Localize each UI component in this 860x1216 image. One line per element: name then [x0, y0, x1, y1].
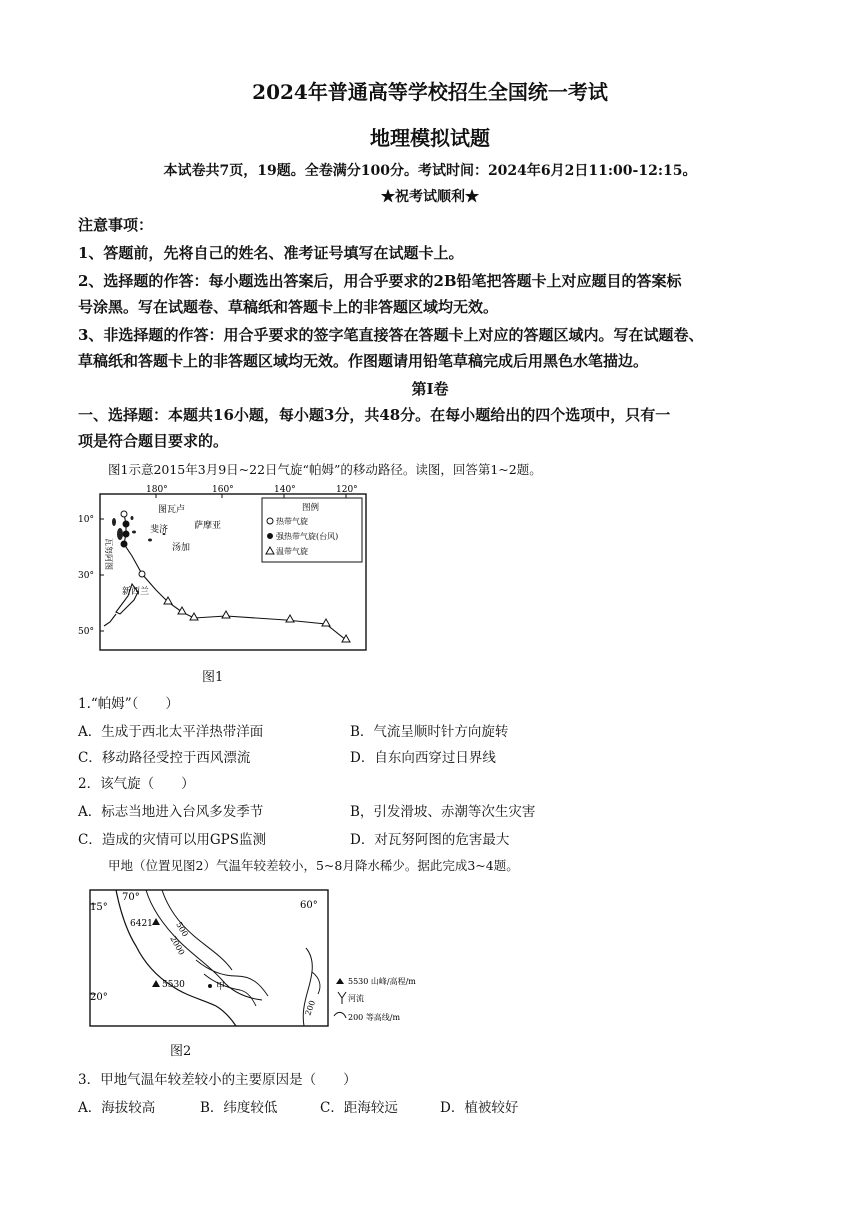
fig1-lat-30: 30°: [78, 571, 94, 581]
fig1-place-samoa: 萨摩亚: [194, 521, 222, 531]
fig1-track-point: [123, 521, 130, 528]
q2-option-d: D．对瓦努阿图的危害最大: [350, 832, 510, 848]
part1-instruction-line-1: 一、选择题：本题共16小题，每小题3分，共48分。在每小题给出的四个选项中，只有一: [78, 406, 671, 424]
fig1-map: [76, 482, 376, 658]
notice-heading: 注意事项：: [78, 216, 154, 234]
fig2-legend-river: 河流: [348, 994, 364, 1003]
fig1-place-new-zealand: 新西兰: [122, 587, 150, 597]
fig1-lon-160: 160°: [212, 485, 234, 495]
fig1-legend-title: 图例: [302, 503, 320, 513]
fig1-track-point: [121, 541, 128, 548]
fig1-track-point: [121, 511, 127, 517]
q2-option-c: C．造成的灾情可以用GPS监测: [78, 832, 266, 848]
part1-instruction-line-2: 项是符合题目要求的。: [78, 432, 229, 450]
fig1-track-point: [139, 571, 145, 577]
q3-option-b: B．纬度较低: [200, 1100, 278, 1116]
fig1-place-vanuatu: 瓦努阿图: [104, 538, 113, 570]
exam-title: 2024年普通高等学校招生全国统一考试: [252, 80, 608, 104]
exam-wish: ★祝考试顺利★: [381, 189, 479, 205]
fig2-contour-label-2000: 2000: [168, 934, 187, 957]
fig2-contour-2000: [162, 890, 232, 970]
fig2-intro: 甲地（位置见图2）气温年较差较小，5~8月降水稀少。据此完成3~4题。: [108, 858, 519, 873]
fig2-place-label: 甲: [216, 982, 226, 992]
notice-item-2-line-2: 号涂黑。写在试题卷、草稿纸和答题卡上的非答题区域均无效。: [78, 298, 499, 316]
fig1-place-tonga: 汤加: [172, 543, 191, 553]
fig1-track-point: [342, 635, 350, 642]
fig1-lon-140: 140°: [274, 485, 296, 495]
fig1-place-fiji: 斐济: [150, 525, 169, 535]
fig2-lon-70: 70°: [122, 892, 140, 903]
fig2-lon-60: 60°: [300, 900, 318, 911]
fig1-track-point: [322, 619, 330, 626]
exam-info: 本试卷共7页，19题。全卷满分100分。考试时间：2024年6月2日11:00-12:15。: [163, 163, 697, 179]
notice-item-3-line-1: 3、非选择题的作答：用合乎要求的签字笔直接答在答题卡上对应的答题区域内。写在试题卷、: [78, 326, 704, 344]
fig1-legend-extratropical: 温带气旋: [276, 547, 308, 556]
q1-option-c: C．移动路径受控于西风漂流: [78, 750, 251, 766]
fig2-peak-5530: 5530: [162, 980, 185, 990]
fig2-peak-marker: [152, 980, 160, 987]
fig1-place-tuvalu: 图瓦卢: [158, 505, 186, 515]
fig1-legend-severe: 强热带气旋(台风): [276, 532, 339, 541]
exam-subtitle: 地理模拟试题: [370, 126, 490, 150]
fig1-legend-tropical: 热带气旋: [276, 517, 308, 526]
fig1-track-point: [123, 531, 130, 538]
q2-option-b: B，引发滑坡、赤潮等次生灾害: [350, 804, 536, 820]
fig2-contour-label-200: 200: [303, 999, 318, 1017]
q3-stem: 3．甲地气温年较差较小的主要原因是（ ）: [78, 1072, 357, 1088]
fig1-lat-50: 50°: [78, 627, 94, 637]
fig1-lat-10: 10°: [78, 515, 94, 525]
notice-item-1: 1、答题前，先将自己的姓名、准考证号填写在试题卡上。: [78, 244, 464, 262]
q2-option-a: A．标志当地进入台风多发季节: [78, 804, 264, 820]
volume-heading: 第I卷: [411, 380, 449, 398]
q3-option-c: C．距海较远: [320, 1100, 398, 1116]
fig2-peak-marker: [152, 918, 160, 925]
fig2-map: [76, 880, 436, 1032]
fig2-lat-20: 20°: [90, 992, 108, 1003]
fig2-lat-15: 15°: [90, 902, 108, 913]
q1-option-b: B．气流呈顺时针方向旋转: [350, 724, 509, 740]
q3-option-a: A．海拔较高: [78, 1100, 156, 1116]
notice-item-2-line-1: 2、选择题的作答：每小题选出答案后，用合乎要求的2B铅笔把答题卡上对应题目的答案标: [78, 272, 682, 290]
q1-option-d: D．自东向西穿过日界线: [350, 750, 496, 766]
fig2-place-marker: [208, 984, 212, 988]
fig1-track-point: [286, 615, 294, 622]
notice-item-3-line-2: 草稿纸和答题卡上的非答题区域均无效。作图题请用铅笔草稿完成后用黑色水笔描边。: [78, 352, 649, 370]
fig1-lon-120: 120°: [336, 485, 358, 495]
fig2-coastline: [116, 890, 236, 1026]
fig2-caption: 图2: [170, 1044, 192, 1059]
fig2-frame: [90, 890, 328, 1026]
q2-stem: 2．该气旋（ ）: [78, 776, 195, 792]
fig2-legend-contour: 200 等高线/m: [348, 1013, 401, 1022]
q1-stem: 1.“帕姆”（ ）: [78, 696, 179, 712]
fig1-caption: 图1: [202, 670, 224, 685]
fig2-river: [204, 974, 256, 1006]
fig2-legend-peak: 5530 山峰/高程/m: [348, 977, 416, 986]
fig1-track-point: [222, 611, 230, 618]
fig1-track-point: [164, 597, 172, 604]
fig1-lon-180: 180°: [146, 485, 168, 495]
q3-option-d: D．植被较好: [440, 1100, 519, 1116]
fig2-river: [312, 972, 320, 994]
fig2-contour-label-500: 500: [174, 920, 190, 939]
q1-option-a: A．生成于西北太平洋热带洋面: [78, 724, 264, 740]
fig2-peak-6421: 6421: [130, 919, 153, 929]
fig1-intro: 图1示意2015年3月9日~22日气旋“帕姆”的移动路径。读图，回答第1~2题。: [108, 462, 542, 477]
